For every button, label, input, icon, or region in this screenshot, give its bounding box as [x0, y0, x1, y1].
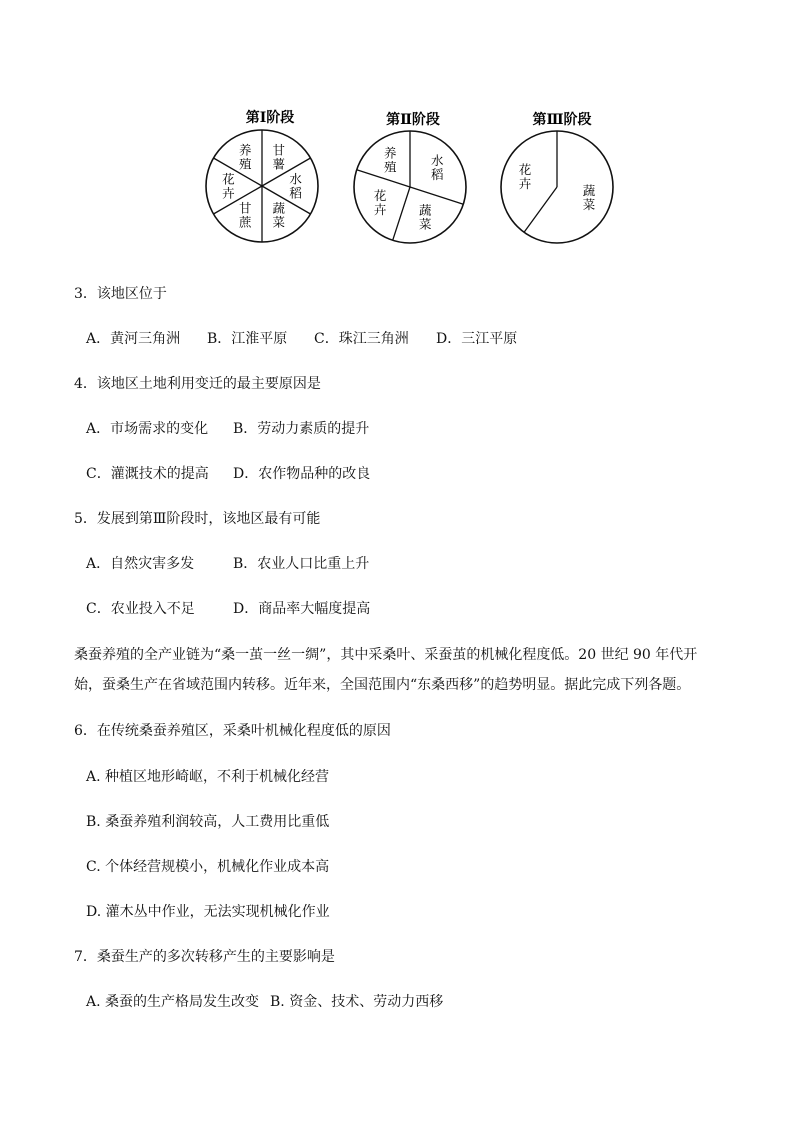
material-paragraph: 桑蚕养殖的全产业链为“桑一茧一丝一绸”，其中采桑叶、采蚕茧的机械化程度低。20 世纪 90 年代开始，蚕桑生产在省域范围内转移。近年来，全国范围内“东桑西移”的趋势明显。据此完成下列各题。 [74, 647, 698, 693]
question-5-option-d[interactable]: D．商品率大幅度提高 [233, 601, 371, 617]
question-4-stem: 4．该地区土地利用变迁的最主要原因是 [74, 376, 321, 392]
question-4-option-a[interactable]: A．市场需求的变化 [86, 421, 209, 437]
chart-title-stage-2: 第Ⅱ阶段 [386, 112, 440, 128]
question-5-stem: 5．发展到第Ⅲ阶段时，该地区最有可能 [74, 511, 321, 527]
question-7-stem: 7．桑蚕生产的多次转移产生的主要影响是 [74, 949, 335, 965]
pie-slice-label: 花卉 [518, 162, 532, 192]
question-3-option-a[interactable]: A．黄河三角洲 [86, 331, 181, 347]
pie-slice-label: 花卉 [373, 187, 387, 217]
pie-slice-label: 蔬菜 [272, 200, 286, 230]
pie-slice-label: 水稻 [289, 171, 302, 201]
question-3-option-b[interactable]: B．江淮平原 [207, 331, 288, 347]
chart-title-stage-3: 第Ⅲ阶段 [532, 112, 592, 128]
question-6-stem: 6．在传统桑蚕养殖区，采桑叶机械化程度低的原因 [74, 723, 391, 739]
pie-slice-label: 养殖 [238, 142, 252, 172]
question-5-option-c[interactable]: C．农业投入不足 [86, 601, 195, 617]
question-5-option-a[interactable]: A．自然灾害多发 [86, 556, 195, 572]
question-7-option-a[interactable]: A. 桑蚕的生产格局发生改变 [86, 994, 260, 1010]
question-7-option-b[interactable]: B. 资金、技术、劳动力西移 [270, 994, 444, 1010]
question-3-option-c[interactable]: C．珠江三角洲 [314, 331, 409, 347]
chart-title-stage-1: 第Ⅰ阶段 [245, 110, 295, 126]
question-3-option-d[interactable]: D．三江平原 [436, 331, 518, 347]
question-5-option-b[interactable]: B．农业人口比重上升 [233, 556, 370, 572]
question-6-option-c[interactable]: C. 个体经营规模小，机械化作业成本高 [86, 859, 330, 875]
question-4-option-b[interactable]: B．劳动力素质的提升 [233, 421, 370, 437]
pie-slice-label: 水稻 [430, 152, 444, 182]
question-4-option-d[interactable]: D．农作物品种的改良 [233, 466, 371, 482]
question-6-option-a[interactable]: A. 种植区地形崎岖，不利于机械化经营 [86, 769, 330, 785]
pie-slice-label: 养殖 [384, 145, 397, 175]
pie-stage-2 [354, 131, 466, 243]
pie-stage-1 [206, 130, 318, 242]
pie-slice-label: 花卉 [222, 171, 235, 201]
question-4-option-c[interactable]: C．灌溉技术的提高 [86, 466, 209, 482]
question-6-option-b[interactable]: B. 桑蚕养殖利润较高，人工费用比重低 [86, 814, 330, 830]
pie-slice-label: 甘薯 [272, 142, 286, 172]
pie-stage-3 [501, 131, 613, 243]
pie-slice-label: 蔬菜 [419, 202, 432, 232]
land-use-pie-charts [0, 0, 794, 260]
pie-slice-label: 甘蔗 [238, 200, 252, 230]
pie-slice-label: 蔬菜 [582, 182, 596, 212]
question-3-stem: 3．该地区位于 [74, 286, 167, 302]
question-6-option-d[interactable]: D. 灌木丛中作业，无法实现机械化作业 [86, 904, 330, 920]
